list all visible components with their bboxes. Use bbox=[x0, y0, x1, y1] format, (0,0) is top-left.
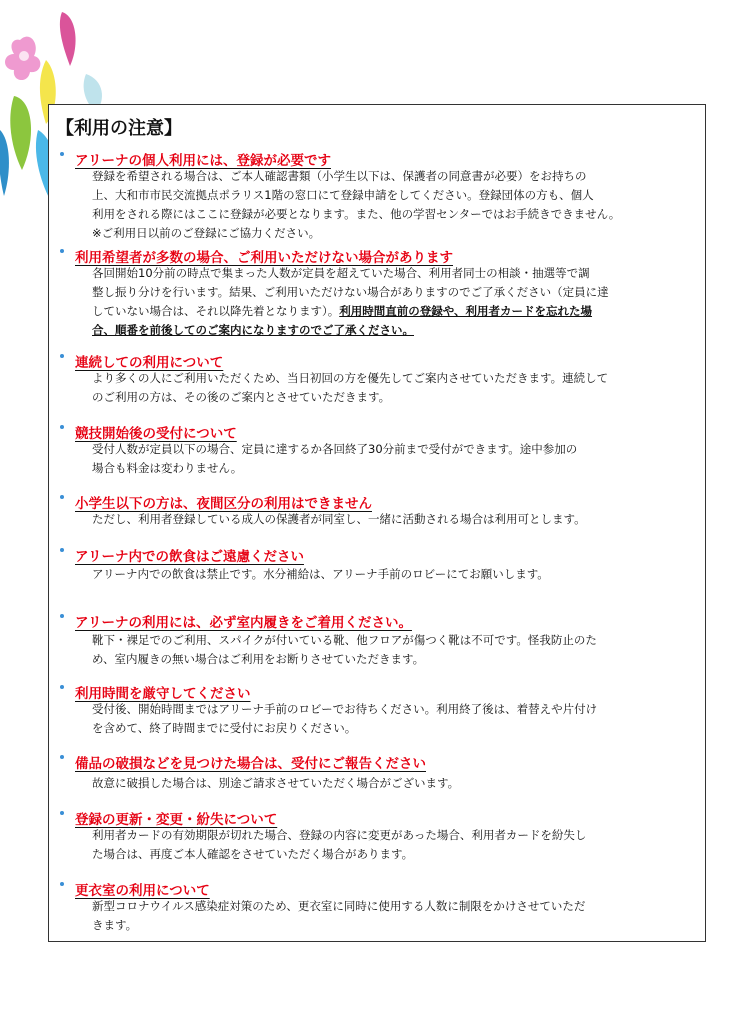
notice-body bbox=[92, 369, 692, 407]
notice-emphasis: 合、順番を前後してのご案内になりますのでご了承ください。 bbox=[92, 323, 414, 337]
notice-body bbox=[92, 440, 692, 478]
notice-body bbox=[92, 510, 692, 529]
notice-body bbox=[92, 167, 692, 243]
bullet-icon bbox=[60, 548, 64, 552]
bullet-icon bbox=[60, 354, 64, 358]
bullet-icon bbox=[60, 495, 64, 499]
notice-line: 場合も料金は変わりません。 bbox=[92, 461, 243, 475]
notice-emphasis: 利用時間直前の登録や、利用者カードを忘れた場 bbox=[339, 304, 593, 318]
bullet-icon bbox=[60, 811, 64, 815]
notice-line: 故意に破損した場合は、別途ご請求させていただく場合がございます。 bbox=[92, 776, 460, 790]
notice-body bbox=[92, 631, 692, 669]
notice-body bbox=[92, 700, 692, 738]
notice-heading: アリーナの個人利用には、登録が必要です bbox=[75, 153, 331, 169]
notice-body bbox=[92, 565, 692, 584]
bullet-icon bbox=[60, 425, 64, 429]
notice-line: 上、大和市市民交流拠点ポラリス1階の窓口にて登録申請をしてください。登録団体の方も、個人 bbox=[92, 188, 594, 202]
page-title: 【利用の注意】 bbox=[56, 118, 182, 139]
bullet-icon bbox=[60, 614, 64, 618]
notice-line: 受付後、開始時間まではアリーナ手前のロビーでお待ちください。利用終了後は、着替えや片付け bbox=[92, 702, 598, 716]
notice-heading: 登録の更新・変更・紛失について bbox=[75, 812, 278, 828]
notice-heading: 連続しての利用について bbox=[75, 355, 224, 371]
notice-line: を含めて、終了時間までに受付にお戻りください。 bbox=[92, 721, 357, 735]
notice-line: きます。 bbox=[92, 918, 138, 932]
bullet-icon bbox=[60, 152, 64, 156]
notice-body bbox=[92, 264, 692, 340]
notice-line: していない場合は、それ以降先着となります）。 bbox=[92, 304, 340, 318]
notice-heading: アリーナ内での飲食はご遠慮ください bbox=[75, 549, 304, 565]
notice-body bbox=[92, 826, 692, 864]
notice-heading: 利用希望者が多数の場合、ご利用いただけない場合があります bbox=[75, 250, 453, 266]
notice-line-mixed bbox=[92, 302, 692, 321]
notice-line: 登録を希望される場合は、ご本人確認書類（小学生以下は、保護者の同意書が必要）をお持ちの bbox=[92, 169, 587, 183]
notice-heading: 更衣室の利用について bbox=[75, 883, 210, 899]
notice-heading: 備品の破損などを見つけた場合は、受付にご報告ください bbox=[75, 756, 426, 772]
notice-body bbox=[92, 774, 692, 793]
notice-line: 利用者カードの有効期限が切れた場合、登録の内容に変更があった場合、利用者カードを紛失し bbox=[92, 828, 587, 842]
notice-line: アリーナ内での飲食は禁止です。水分補給は、アリーナ手前のロビーにてお願いします。 bbox=[92, 567, 549, 581]
bullet-icon bbox=[60, 249, 64, 253]
notice-heading: 利用時間を厳守してください bbox=[75, 686, 251, 702]
notice-line: 利用をされる際にはここに登録が必要となります。また、他の学習センターではお手続きできません。 bbox=[92, 207, 621, 221]
notice-line: ただし、利用者登録している成人の保護者が同室し、一緒に活動される場合は利用可とします。 bbox=[92, 512, 586, 526]
notice-heading: 小学生以下の方は、夜間区分の利用はできません bbox=[75, 496, 372, 512]
notice-line: より多くの人にご利用いただくため、当日初回の方を優先してご案内させていただきます。連続して bbox=[92, 371, 609, 385]
bullet-icon bbox=[60, 755, 64, 759]
notice-line: 新型コロナウイルス感染症対策のため、更衣室に同時に使用する人数に制限をかけさせていただ bbox=[92, 899, 586, 913]
notice-body bbox=[92, 897, 692, 935]
notice-heading: アリーナの利用には、必ず室内履きをご着用ください。 bbox=[75, 615, 412, 631]
notice-line: 整し振り分けを行います。結果、ご利用いただけない場合がありますのでご了承ください（定員に達 bbox=[92, 285, 609, 299]
notice-line: 受付人数が定員以下の場合、定員に達するか各回終了30分前まで受付ができます。途中参加の bbox=[92, 442, 578, 456]
bullet-icon bbox=[60, 685, 64, 689]
bullet-icon bbox=[60, 882, 64, 886]
notice-heading: 競技開始後の受付について bbox=[75, 426, 237, 442]
notice-line: のご利用の方は、その後のご案内とさせていただきます。 bbox=[92, 390, 391, 404]
notice-line: た場合は、再度ご本人確認をさせていただく場合があります。 bbox=[92, 847, 414, 861]
notice-line: め、室内履きの無い場合はご利用をお断りさせていただきます。 bbox=[92, 652, 425, 666]
notice-line: 靴下・裸足でのご利用、スパイクが付いている靴、他フロアが傷つく靴は不可です。怪我防止のた bbox=[92, 633, 597, 647]
notice-line: 各回開始10分前の時点で集まった人数が定員を超えていた場合、利用者同士の相談・抽選等で調 bbox=[92, 266, 590, 280]
notice-line: ※ご利用日以前のご登録にご協力ください。 bbox=[92, 226, 321, 240]
